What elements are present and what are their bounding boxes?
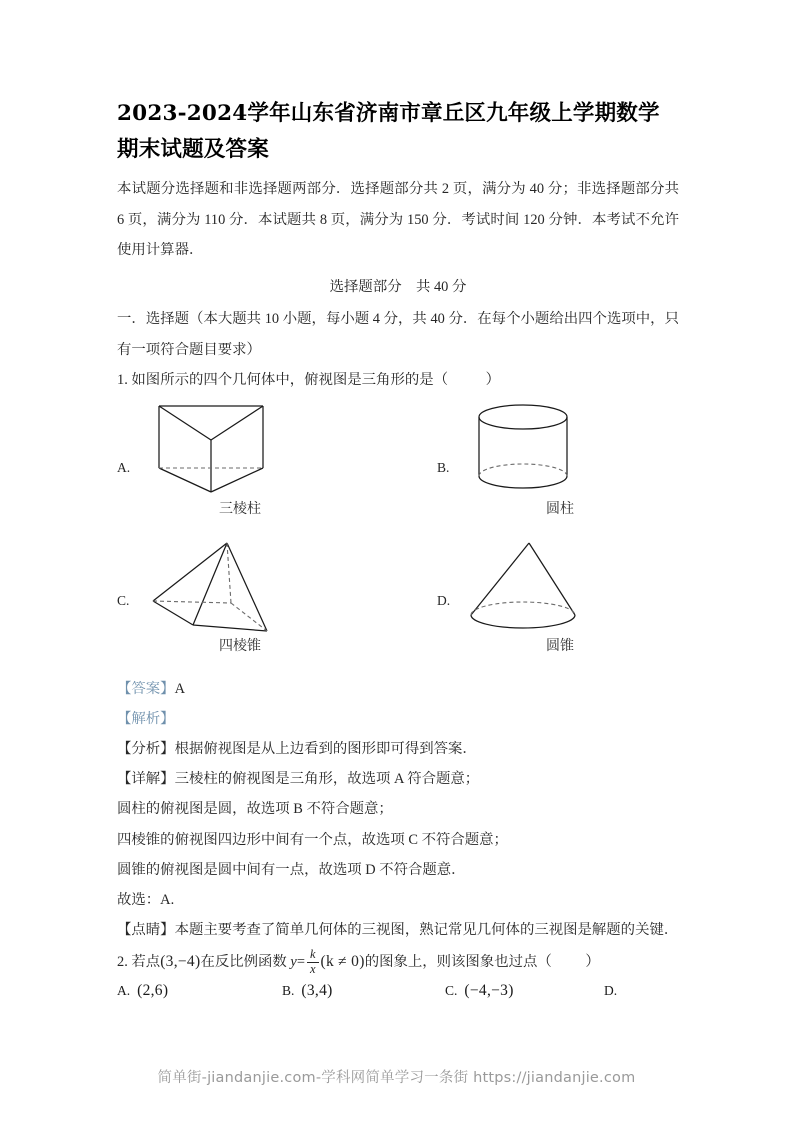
intro-paragraph: 本试题分选择题和非选择题两部分．选择题部分共 2 页，满分为 40 分；非选择题部分共 6 页，满分为 110 分．本试题共 8 页，满分为 150 分．考试时间 120 分钟．本考试不允许使用计算器．: [117, 181, 679, 258]
option-b-value: (3,4): [301, 981, 333, 999]
option-a-letter: A.: [117, 982, 131, 998]
option-b[interactable]: [282, 982, 333, 1000]
answer-value: A: [174, 680, 185, 697]
question-2-number: 2.: [117, 954, 128, 971]
question-1-figures: [117, 402, 679, 674]
analysis-label: 【解析】: [117, 710, 175, 727]
option-c-caption: 四棱锥: [219, 637, 261, 654]
section-heading: 选择题部分 共 40 分: [329, 278, 467, 295]
question-1-answer: [117, 674, 679, 704]
cylinder-icon: [455, 402, 665, 502]
question-2-stem: [117, 947, 679, 978]
cone-icon: [455, 535, 665, 645]
page-content: [117, 96, 679, 1014]
question-1-paren: ）: [485, 372, 501, 388]
option-c-value: (−4,−3): [464, 981, 514, 999]
option-a-figure[interactable]: [117, 402, 387, 536]
option-a-letter: A.: [117, 459, 131, 475]
question-1-analysis-label: [117, 704, 679, 734]
option-d-letter: D.: [604, 982, 618, 998]
option-c-figure[interactable]: [117, 535, 387, 669]
fraction-denominator: x: [307, 962, 319, 976]
solution-line: 【分析】根据俯视图是从上边看到的图形即可得到答案．: [117, 740, 477, 757]
option-d-letter: D.: [437, 592, 451, 608]
option-d-caption: 圆锥: [546, 637, 574, 654]
question-2-paren: ）: [585, 954, 600, 971]
solution-line: 四棱锥的俯视图四边形中间有一个点，故选项 C 不符合题意；: [117, 831, 508, 848]
option-a[interactable]: [117, 982, 168, 1000]
footer-watermark: 简单街-jiandanjie.com-学科网简单学习一条街 https://jiandanjie.com: [157, 1070, 636, 1086]
solution-line: 圆锥的俯视图是圆中间有一点，故选项 D 不符合题意．: [117, 861, 466, 878]
question-1-stem: [117, 365, 679, 396]
option-d[interactable]: [604, 982, 624, 1000]
solution-line: 【详解】三棱柱的俯视图是三角形，故选项 A 符合题意；: [117, 771, 480, 788]
question-1-number: 1.: [117, 372, 128, 388]
solution-line: 【点睛】本题主要考查了简单几何体的三视图，熟记常见几何体的三视图是解题的关键．: [117, 922, 679, 939]
question-2-text-3: 的图象上，则该图象也过点（: [364, 954, 552, 971]
answer-label: 【答案】: [117, 680, 175, 697]
triangular-prism-icon: [135, 402, 345, 502]
question-2-text-1: 若点: [131, 954, 161, 971]
fraction-k-over-x: [307, 948, 319, 975]
question-2-options: [117, 982, 679, 1014]
option-b-caption: 圆柱: [546, 500, 574, 517]
option-c-letter: C.: [117, 592, 130, 608]
page-title: 2023-2024学年山东省济南市章丘区九年级上学期数学期末试题及答案: [117, 101, 660, 162]
fraction-numerator: k: [309, 947, 316, 962]
question-2-point: (3,−4): [160, 953, 201, 971]
option-c[interactable]: [445, 982, 514, 1000]
question-1-text: 如图所示的四个几何体中，俯视图是三角形的是（: [131, 372, 449, 388]
question-2-text-2: 在反比例函数: [200, 954, 287, 971]
option-c-letter: C.: [445, 982, 458, 998]
option-b-figure[interactable]: [437, 402, 707, 536]
option-a-value: (2,6): [137, 981, 169, 999]
option-b-letter: B.: [282, 982, 295, 998]
section-instruction: 一．选择题（本大题共 10 小题，每小题 4 分，共 40 分．在每个小题给出四个选项中，只有一项符合题目要求）: [117, 311, 679, 358]
option-b-letter: B.: [437, 459, 450, 475]
square-pyramid-icon: [135, 535, 345, 645]
equation-sign: =: [296, 954, 305, 971]
solution-line: 故选：A.: [117, 891, 175, 908]
option-a-caption: 三棱柱: [219, 500, 261, 517]
solution-line: 圆柱的俯视图是圆，故选项 B 不符合题意；: [117, 801, 393, 818]
option-d-figure[interactable]: [437, 535, 707, 669]
equation-condition: (k ≠ 0): [320, 953, 365, 971]
equation-lhs: y: [290, 954, 297, 971]
